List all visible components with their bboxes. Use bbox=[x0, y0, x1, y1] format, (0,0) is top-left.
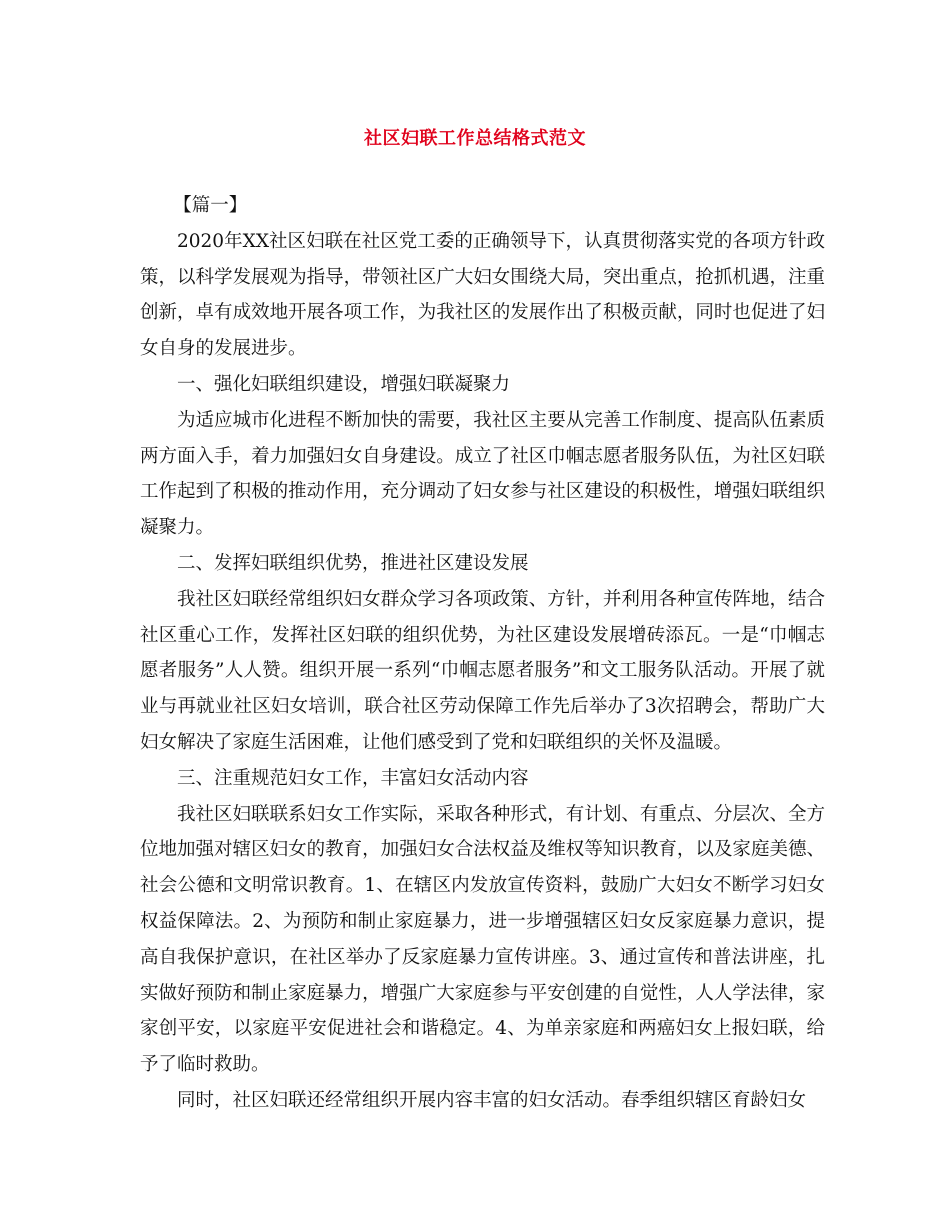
section-heading: 一、强化妇联组织建设，增强妇联凝聚力 bbox=[177, 373, 511, 395]
document-body bbox=[140, 188, 825, 1119]
section-heading: 三、注重规范妇女工作，丰富妇女活动内容 bbox=[177, 767, 529, 789]
section-marker: 【篇一】 bbox=[173, 195, 248, 216]
paragraph: 为适应城市化进程不断加快的需要，我社区主要从完善工作制度、提高队伍素质两方面入手，着力加强妇女自身建设。成立了社区巾帼志愿者服务队伍，为社区妇联工作起到了积极的推动作用，充分调动了妇女参与社区建设的积极性，增强妇联组织凝聚力。 bbox=[140, 409, 825, 539]
paragraph: 同时，社区妇联还经常组织开展内容丰富的妇女活动。春季组织辖区育龄妇女 bbox=[177, 1089, 807, 1111]
section-heading: 二、发挥妇联组织优势，推进社区建设发展 bbox=[177, 552, 529, 574]
paragraph: 2020年XX社区妇联在社区党工委的正确领导下，认真贯彻落实党的各项方针政策，以科学发展观为指导，带领社区广大妇女围绕大局，突出重点，抢抓机遇，注重创新，卓有成效地开展各项工作，为我社区的发展作出了积极贡献，同时也促进了妇女自身的发展进步。 bbox=[140, 230, 825, 360]
document-title: 社区妇联工作总结格式范文 bbox=[364, 128, 586, 149]
paragraph: 我社区妇联联系妇女工作实际，采取各种形式，有计划、有重点、分层次、全方位地加强对辖区妇女的教育，加强妇女合法权益及维权等知识教育，以及家庭美德、社会公德和文明常识教育。1、在辖区内发放宣传资料，鼓励广大妇女不断学习妇女权益保障法。2、为预防和制止家庭暴力，进一步增强辖区妇女反家庭暴力意识，提高自我保护意识，在社区举办了反家庭暴力宣传讲座。3、通过宣传和普法讲座，扎实做好预防和制止家庭暴力，增强广大家庭参与平安创建的自觉性，人人学法律，家家创平安，以家庭平安促进社会和谐稳定。4、为单亲家庭和两癌妇女上报妇联，给予了临时救助。 bbox=[140, 803, 825, 1076]
paragraph: 我社区妇联经常组织妇女群众学习各项政策、方针，并利用各种宣传阵地，结合社区重心工作，发挥社区妇联的组织优势，为社区建设发展增砖添瓦。一是“巾帼志愿者服务”人人赞。组织开展一系列“巾帼志愿者服务”和文工服务队活动。开展了就业与再就业社区妇女培训，联合社区劳动保障工作先后举办了3次招聘会，帮助广大妇女解决了家庭生活困难，让他们感受到了党和妇联组织的关怀及温暖。 bbox=[140, 588, 825, 753]
